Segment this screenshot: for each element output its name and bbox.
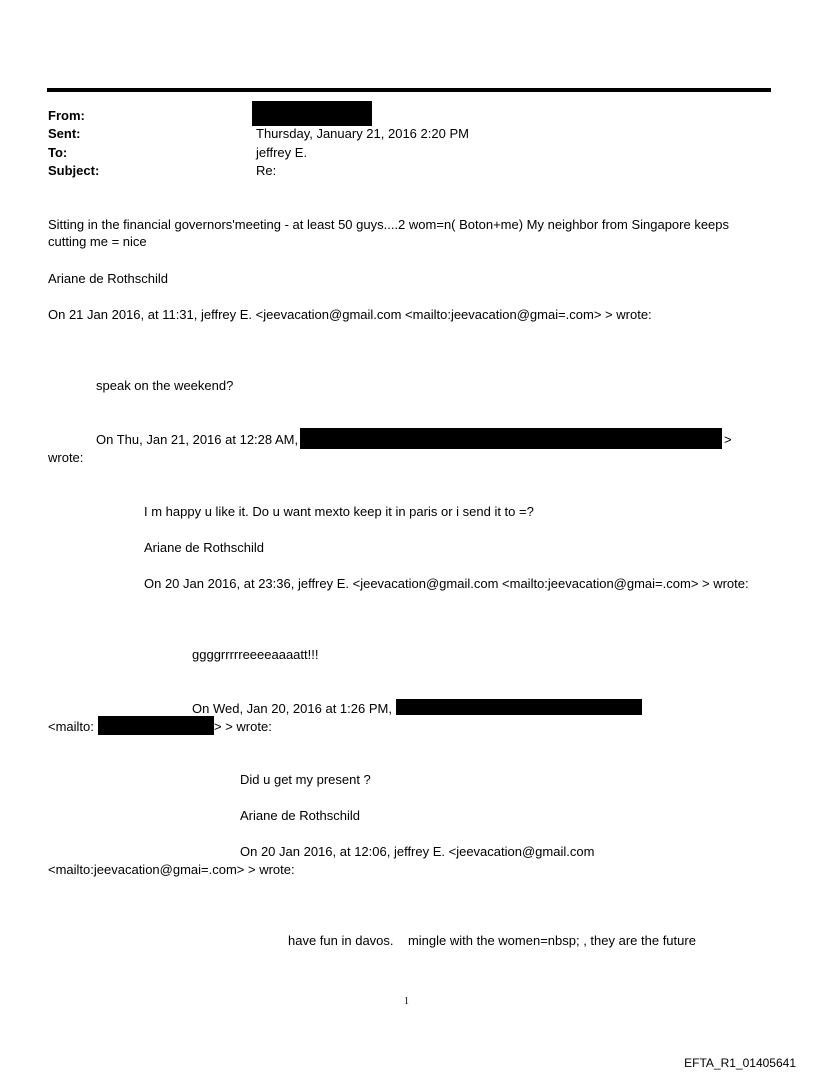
from-label: From: [48,108,85,123]
subject-value: Re: [256,163,277,178]
sent-label: Sent: [48,126,81,141]
quote-header: On 20 Jan 2016, at 23:36, jeffrey E. <jeevacation@gmail.com <mailto:jeevacation@gmai=.com> > wrote: [144,576,749,591]
quote-header: <mailto:jeevacation@gmai=.com> > wrote: [48,862,295,877]
message-body-line: Did u get my present ? [240,772,371,787]
quote-header: On 21 Jan 2016, at 11:31, jeffrey E. <jeevacation@gmail.com <mailto:jeevacation@gmai=.com> > wrote: [48,307,652,322]
message-body-line: have fun in davos. mingle with the women=nbsp; , they are the future [288,933,696,948]
quote-header: On Wed, Jan 20, 2016 at 1:26 PM, [192,701,392,716]
to-value: jeffrey E. [256,145,308,160]
message-body-line: ggggrrrrreeeeaaaatt!!! [192,647,319,662]
message-body-line: speak on the weekend? [96,378,234,393]
quote-wrote: > > wrote: [214,719,272,734]
subject-label: Subject: [48,163,100,178]
to-label: To: [48,145,68,160]
redacted-sender [252,101,372,126]
signature: Ariane de Rothschild [48,271,168,286]
quote-mailto: <mailto: [48,719,94,734]
signature: Ariane de Rothschild [240,808,360,823]
quote-header: On Thu, Jan 21, 2016 at 12:28 AM, [96,432,299,447]
redacted-address [300,428,722,449]
sent-value: Thursday, January 21, 2016 2:20 PM [256,126,469,141]
quote-header-end: > [724,432,732,447]
header-rule [47,88,771,92]
page-number: 1 [404,996,409,1007]
quote-wrote: wrote: [48,450,84,465]
redacted-email [98,716,214,735]
message-body-line: I m happy u like it. Do u want mexto keep it in paris or i send it to =? [144,504,534,519]
redacted-address [396,699,642,715]
message-body-line: Sitting in the financial governors'meeting - at least 50 guys....2 wom=n( Boton+me) My neighbor from Singapore keeps cutting me = nice [48,217,730,249]
quote-header: On 20 Jan 2016, at 12:06, jeffrey E. <jeevacation@gmail.com [240,844,595,859]
document-id: EFTA_R1_01405641 [684,1056,796,1070]
signature: Ariane de Rothschild [144,540,264,555]
